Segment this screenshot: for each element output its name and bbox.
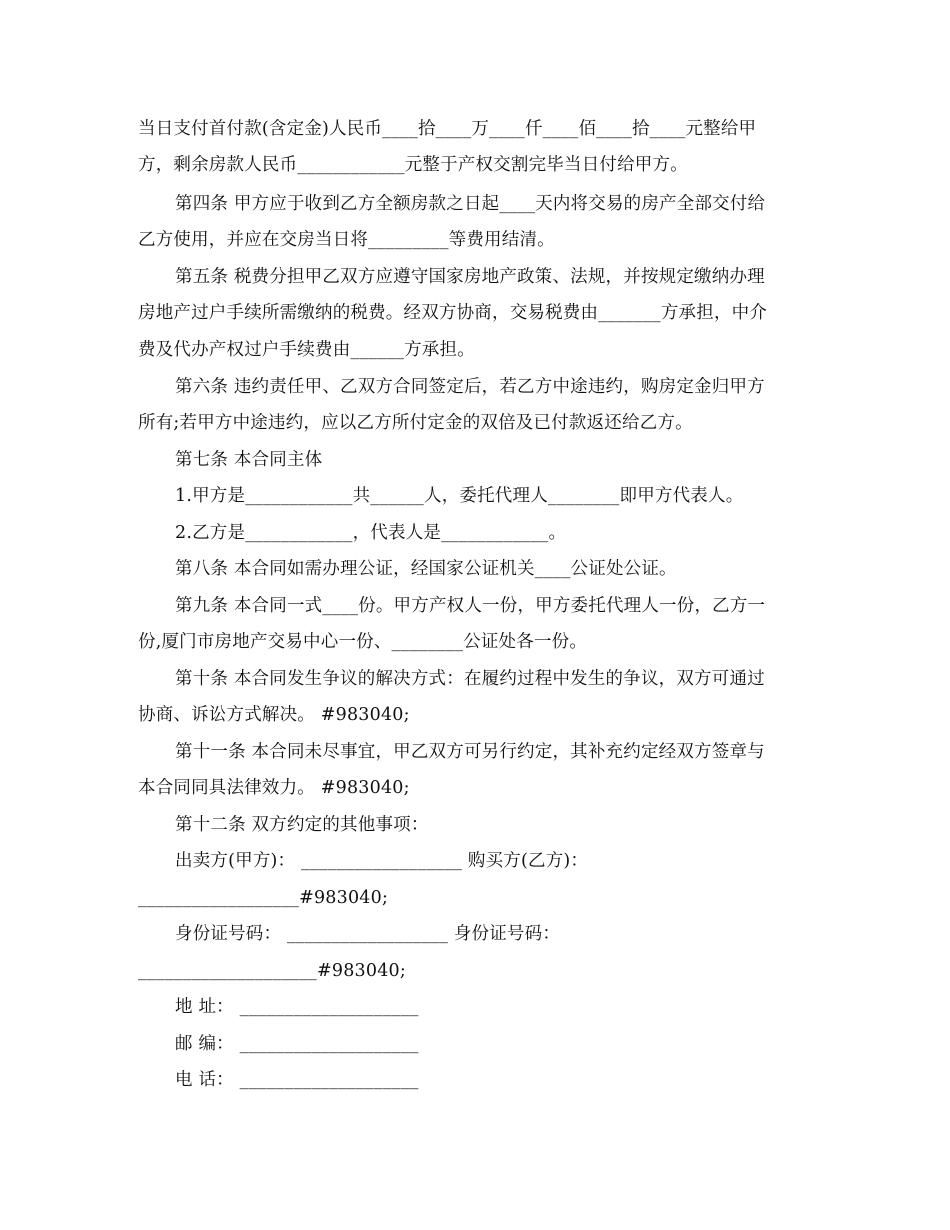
phone-line: 电 话： ____________________ bbox=[175, 1070, 419, 1090]
clause-6-line: 第六条 违约责任甲、乙双方合同签定后，若乙方中途违约，购房定金归甲方 bbox=[175, 377, 765, 397]
clause-10-line: 第十条 本合同发生争议的解决方式：在履约过程中发生的争议，双方可通过 bbox=[175, 669, 765, 689]
seller-buyer-line: 出卖方(甲方)： __________________ 购买方(乙方)： bbox=[175, 851, 589, 871]
party-b-line: 2.乙方是____________，代表人是____________。 bbox=[175, 523, 567, 543]
text-line: 所有;若甲方中途违约，应以乙方所付定金的双倍及已付款返还给乙方。 bbox=[138, 413, 693, 433]
text-line: 方，剩余房款人民币____________元整于产权交割完毕当日付给甲方。 bbox=[138, 155, 688, 175]
clause-11-line: 第十一条 本合同未尽事宜，甲乙双方可另行约定，其补充约定经双方签章与 bbox=[175, 742, 765, 762]
id-blank-line: ____________________#983040; bbox=[138, 961, 406, 981]
text-line: 房地产过户手续所需缴纳的税费。经双方协商，交易税费由_______方承担，中介 bbox=[138, 303, 768, 323]
id-number-line: 身份证号码： __________________ 身份证号码： bbox=[175, 924, 561, 944]
postcode-line: 邮 编： ____________________ bbox=[175, 1034, 419, 1054]
clause-8-line: 第八条 本合同如需办理公证，经国家公证机关____公证处公证。 bbox=[175, 559, 677, 579]
text-line: 当日支付首付款(含定金)人民币____拾____万____仟____佰____拾____元整给甲 bbox=[138, 119, 757, 139]
clause-7-line: 第七条 本合同主体 bbox=[175, 450, 323, 470]
signature-blank-line: __________________#983040; bbox=[138, 888, 389, 908]
address-line: 地 址： ____________________ bbox=[175, 997, 419, 1017]
clause-9-line: 第九条 本合同一式____份。甲方产权人一份，甲方委托代理人一份，乙方一 bbox=[175, 596, 766, 616]
text-line: 本合同同具法律效力。 #983040; bbox=[138, 778, 410, 798]
text-line: 协商、诉讼方式解决。 #983040; bbox=[138, 705, 410, 725]
clause-12-line: 第十二条 双方约定的其他事项： bbox=[175, 815, 429, 835]
clause-4-line: 第四条 甲方应于收到乙方全额房款之日起____天内将交易的房产全部交付给 bbox=[175, 194, 766, 214]
clause-5-line: 第五条 税费分担甲乙双方应遵守国家房地产政策、法规，并按规定缴纳办理 bbox=[175, 267, 765, 287]
text-line: 乙方使用，并应在交房当日将_________等费用结清。 bbox=[138, 230, 555, 250]
party-a-line: 1.甲方是____________共______人，委托代理人________即甲方代表人。 bbox=[175, 486, 744, 506]
text-line: 份,厦门市房地产交易中心一份、________公证处各一份。 bbox=[138, 632, 588, 652]
text-line: 费及代办产权过户手续费由______方承担。 bbox=[138, 340, 475, 360]
